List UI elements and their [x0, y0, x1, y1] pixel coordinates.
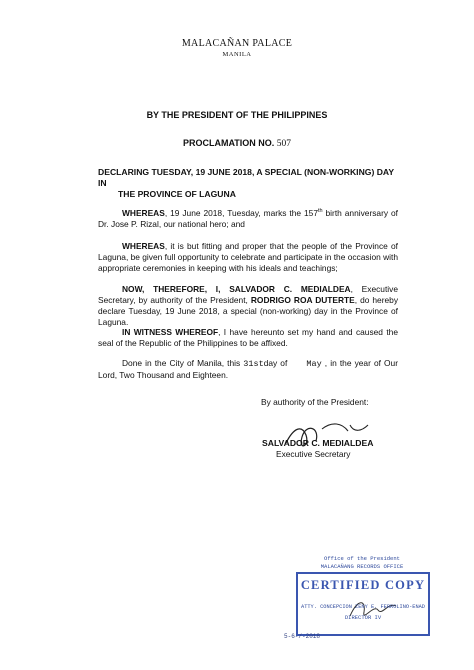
header-palace: MALACAÑAN PALACE: [181, 38, 293, 49]
by-president-heading: BY THE PRESIDENT OF THE PHILIPPINES: [146, 110, 328, 120]
now-therefore-lead: NOW, THEREFORE, I, SALVADOR C. MEDIALDEA: [122, 284, 351, 294]
done-month: May: [306, 359, 322, 369]
proclamation-label: PROCLAMATION NO.: [182, 138, 275, 148]
done-day: 31st: [243, 359, 264, 369]
header-city: MANILA: [222, 51, 252, 58]
now-therefore-paragraph: NOW, THEREFORE, I, SALVADOR C. MEDIALDEA, Executive Secretary, by authority of the President, RODRIGO ROA DUTERTE, do hereby declare Tuesday, 19 June 2018, a special (non-working) day in the Province of Laguna.: [98, 284, 399, 327]
signatory-title: Executive Secretary: [276, 449, 351, 459]
witness-paragraph: IN WITNESS WHEREOF, I have hereunto set my hand and caused the seal of the Republic of the Philippines to be affixed.: [98, 327, 398, 348]
witness-lead: IN WITNESS WHEREOF: [122, 327, 219, 337]
stamp-office-line: Office of the President: [324, 555, 400, 562]
president-name: RODRIGO ROA DUTERTE: [250, 295, 355, 305]
stamp-director-title: DIRECTOR IV: [344, 614, 382, 621]
stamp-attorney-name: ATTY. CONCEPCION ZENY E. FERROLINO-ENAD: [301, 604, 425, 610]
proclamation-number: 507: [276, 139, 292, 149]
whereas-lead-1: WHEREAS: [122, 208, 165, 218]
stamp-records-line: MALACAÑANG RECORDS OFFICE: [320, 563, 404, 570]
certified-copy-stamp: [284, 552, 432, 644]
done-paragraph: Done in the City of Manila, this 31stday of May , in the year of Our Lord, Two Thousand and Eighteen.: [98, 358, 398, 380]
stamp-certified-copy: CERTIFIED COPY: [300, 578, 426, 592]
declaring-line-1: DECLARING TUESDAY, 19 JUNE 2018, A SPECIAL (NON-WORKING) DAY IN: [98, 167, 394, 188]
proclamation-heading: [0, 138, 474, 149]
declaring-title: [98, 167, 398, 200]
by-authority-line: By authority of the President:: [261, 397, 369, 407]
signatory-name: SALVADOR C. MEDIALDEA: [262, 438, 374, 448]
declaring-line-2: THE PROVINCE OF LAGUNA: [118, 189, 236, 199]
stamp-date: 5-6-/-2018: [284, 633, 321, 640]
stamp-box: [296, 572, 430, 636]
whereas-paragraph-1: WHEREAS, 19 June 2018, Tuesday, marks the 157th birth anniversary of Dr. Jose P. Rizal, our national hero; and: [98, 208, 398, 229]
whereas-paragraph-2: WHEREAS, it is but fitting and proper that the people of the Province of Laguna, be given full opportunity to celebrate and participate in the occasion with appropriate ceremonies in keeping with his ideals and teachings;: [98, 241, 398, 273]
whereas-lead-2: WHEREAS: [122, 241, 165, 251]
